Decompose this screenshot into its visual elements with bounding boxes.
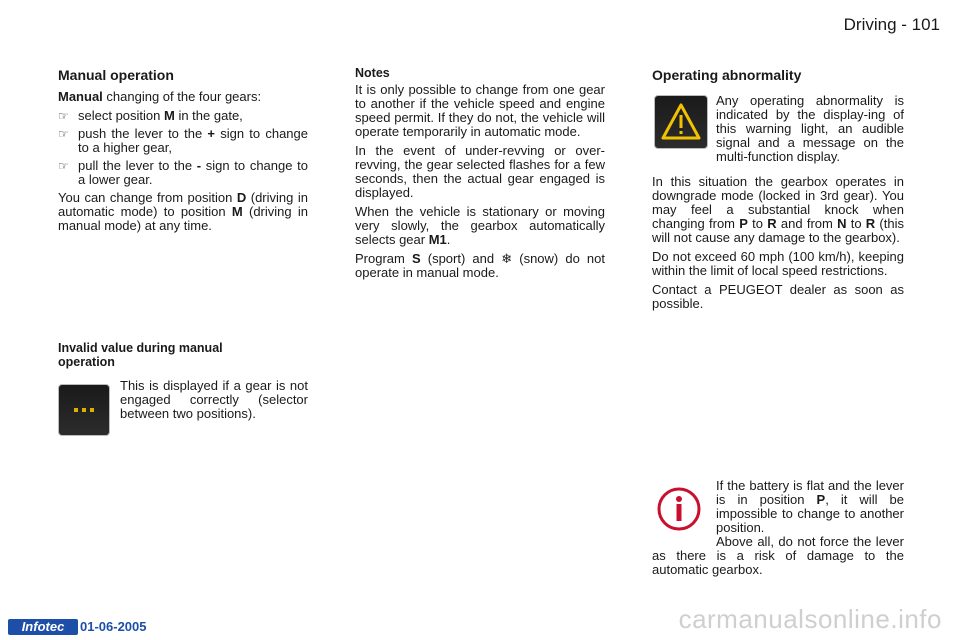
gear-dashes-indicator-icon bbox=[58, 384, 110, 436]
section-subtitle: Invalid value during manual operation bbox=[58, 341, 223, 369]
intro-paragraph: Manual changing of the four gears: bbox=[58, 89, 262, 104]
section-title: Manual operation bbox=[58, 67, 174, 83]
manual-operation-section bbox=[58, 66, 308, 238]
snowflake-icon: ❄ bbox=[501, 251, 513, 266]
infotec-logo: Infotec bbox=[8, 619, 78, 635]
abnormality-details bbox=[652, 175, 904, 316]
list-item: ☞ pull the lever to the - sign to change to a lower gear. bbox=[58, 158, 308, 187]
invalid-value-text: This is displayed if a gear is not engaged correctly (selector between two positions). bbox=[120, 378, 308, 421]
footer-date: 01-06-2005 bbox=[80, 619, 147, 634]
abnormality-paragraph: In this situation the gearbox operates in downgrade mode (locked in 3rd gear). You may feel a substantial knock when changing from P to R and from N to R (this will not cause any damage to the gearbox). bbox=[652, 174, 904, 245]
battery-warning: Above all, do not force the lever as there is a risk of damage to the automatic gearbox. bbox=[652, 534, 904, 577]
notes-title: Notes bbox=[355, 66, 390, 80]
notes-section bbox=[355, 66, 605, 285]
notes-paragraph: It is only possible to change from one gear to another if the vehicle speed and engine speed permit. If they do not, the vehicle will operate temporarily in automatic mode. bbox=[355, 82, 605, 139]
notes-paragraph: Program S (sport) and ❄ (snow) do not operate in manual mode. bbox=[355, 251, 605, 280]
pointing-hand-icon: ☞ bbox=[58, 127, 69, 141]
warning-light-icon bbox=[654, 95, 708, 149]
info-icon bbox=[656, 486, 702, 532]
notes-paragraph: In the event of under-revving or over-revving, the gear selected flashes for a few seconds, then the actual gear engaged is displayed. bbox=[355, 143, 605, 200]
battery-paragraph: If the battery is flat and the lever is in position P, it will be impossible to change to another position. bbox=[716, 478, 904, 535]
switch-paragraph: You can change from position D (driving in automatic mode) to position M (driving in manual mode) at any time. bbox=[58, 190, 308, 233]
invalid-value-section bbox=[58, 341, 278, 371]
pointing-hand-icon: ☞ bbox=[58, 109, 69, 123]
watermark: carmanualsonline.info bbox=[678, 604, 942, 634]
operating-abnormality-title-wrap bbox=[652, 66, 904, 90]
pointing-hand-icon: ☞ bbox=[58, 159, 69, 173]
section-title: Operating abnormality bbox=[652, 67, 802, 83]
page-header: Driving - 101 bbox=[843, 15, 940, 34]
abnormality-intro: Any operating abnormality is indicated by the display-ing of this warning light, an audible signal and a message on the multi-function display. bbox=[716, 93, 904, 164]
abnormality-paragraph: Do not exceed 60 mph (100 km/h), keeping within the limit of local speed restrictions. bbox=[652, 249, 904, 278]
notes-paragraph: When the vehicle is stationary or moving very slowly, the gearbox automatically selects gear M1. bbox=[355, 204, 605, 247]
list-item: ☞ select position M in the gate, bbox=[58, 108, 243, 123]
abnormality-paragraph: Contact a PEUGEOT dealer as soon as possible. bbox=[652, 282, 904, 311]
list-item: ☞ push the lever to the + sign to change to a higher gear, bbox=[58, 126, 308, 155]
